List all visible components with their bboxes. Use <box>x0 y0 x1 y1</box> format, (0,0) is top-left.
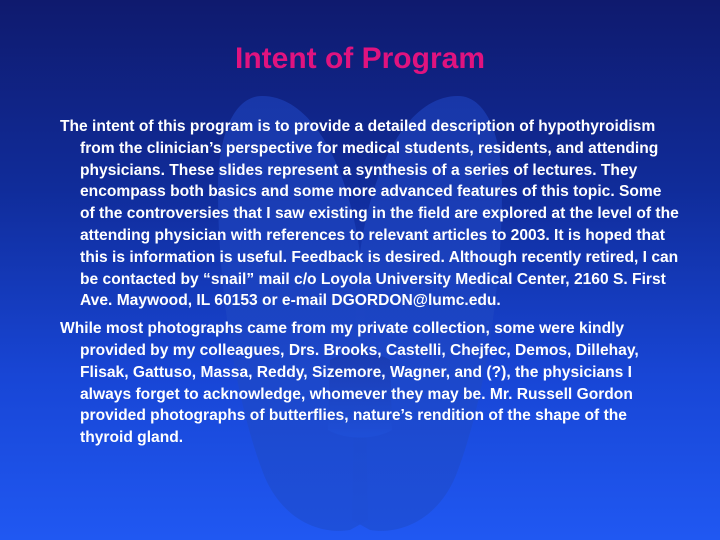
acknowledgement-paragraph: While most photographs came from my private collection, some were kindly provided by my colleagues, Drs. Brooks, Castelli, Chejfec, Demos, Dillehay, Flisak, Gattuso, Massa, Reddy, Sizemore, Wagner, and (?), the physicians I always forget to acknowledge, whomever they may be. Mr. Russell Gordon provided photographs of butterflies, nature’s rendition of the shape of the thyroid gland. <box>60 320 639 447</box>
slide-body <box>60 116 680 455</box>
slide-title: Intent of Program <box>234 42 485 75</box>
intro-paragraph: The intent of this program is to provide a detailed description of hypothyroidism from the clinician’s perspective for medical students, residents, and attending physicians. These slides represent a synthesis of a series of lectures. They encompass both basics and some more advanced features of this topic. Some of the controversies that I saw existing in the field are explored at the level of the attending physician with references to relevant articles to 2003. It is hoped that this is information is useful. Feedback is desired. Although recently retired, I can be contacted by “snail” mail c/o Loyola University Medical Center, 2160 S. First Ave. Maywood, IL 60153 or e-mail DGORDON@lumc.edu. <box>60 118 679 310</box>
